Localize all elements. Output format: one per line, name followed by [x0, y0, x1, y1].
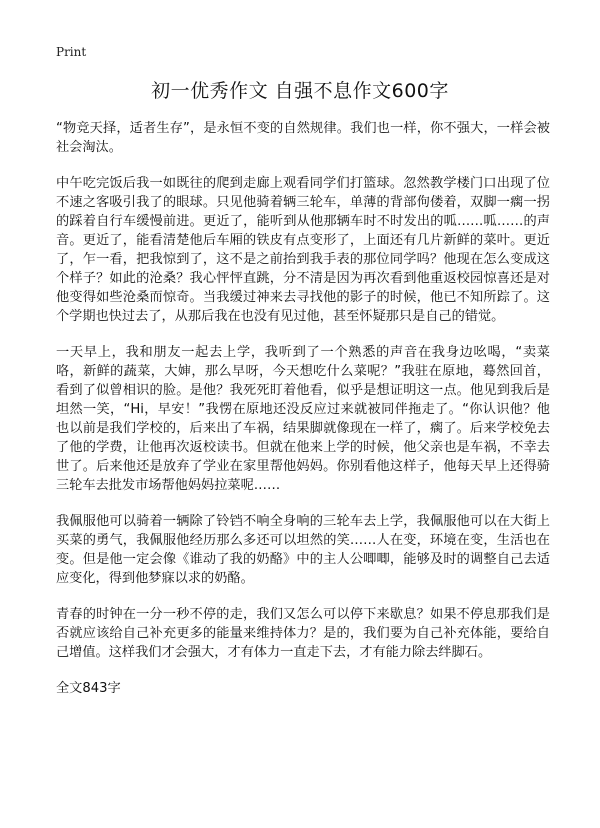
paragraph-intro: “物竞天择，适者生存”，是永恒不变的自然规律。我们也一样，你不强大，一样会被社会淘汰。: [56, 121, 550, 155]
article-body: [56, 119, 550, 715]
paragraph-conclusion: 青春的时钟在一分一秒不停的走，我们又怎么可以停下来歇息？如果不停息那我们是否就应该给自己补充更多的能量来维持体力？是的，我们要为自己补充体能，要给自己增值。这样我们才会强大，才有体力一直走下去，才有能力除去绊脚石。: [56, 607, 550, 660]
paragraph-morning: 一天早上，我和朋友一起去上学，我听到了一个熟悉的声音在我身边吆喝，“卖菜咯，新鲜的蔬菜，大婶，那么早呀，今天想吃什么菜呢？”我驻在原地，蓦然回首，看到了似曾相识的脸。是他？我死死盯着他看，似乎是想证明这一点。他见到我后是坦然一笑，“Hi，早安！”我愣在原地还没反应过来就被同伴拖走了。“你认识他？他也以前是我们学校的，后来出了车祸，结果脚就像现在一样了，瘸了。后来学校免去了他的学费，让他再次返校读书。但就在他来上学的时候，他父亲也是车祸，不幸去世了。后来他还是放弃了学业在家里帮他妈妈。你别看他这样子，他每天早上还得骑三轮车去批发市场帮他妈妈拉菜呢……: [56, 345, 550, 493]
paragraph-admiration: 我佩服他可以骑着一辆除了铃铛不响全身响的三轮车去上学，我佩服他可以在大街上买菜的勇气，我佩服他经历那么多还可以坦然的笑……人在变，环境在变，生活也在变。但是他一定会像《谁动了我的奶酪》中的主人公唧唧，能够及时的调整自己去适应变化，得到他梦寐以求的奶酪。: [56, 514, 550, 586]
print-link[interactable]: Print: [56, 45, 87, 59]
paragraph-encounter: 中午吃完饭后我一如既往的爬到走廊上观看同学们打篮球。忽然教学楼门口出现了位不速之客吸引我了的眼球。只见他骑着辆三轮车，单薄的背部佝偻着，双脚一瘸一拐的踩着自行车缓慢前进。更近了，能听到从他那辆车时不时发出的呱……呱……的声音。更近了，能看清楚他后车厢的铁皮有点变形了，上面还有几片新鲜的菜叶。更近了，乍一看，把我惊到了，这不是之前抬到我手表的那位同学吗？他现在怎么变成这个样子？如此的沧桑？我心怦怦直跳，分不清是因为再次看到他重返校园惊喜还是对他变得如些沧桑而惊奇。当我缓过神来去寻找他的影子的时候，他已不知所踪了。这个学期也快过去了，从那后我在也没有见过他，甚至怀疑那只是自己的错觉。: [56, 176, 550, 324]
word-count: 全文843字: [56, 681, 121, 696]
article-title: 初一优秀作文 自强不息作文600字: [151, 80, 449, 102]
